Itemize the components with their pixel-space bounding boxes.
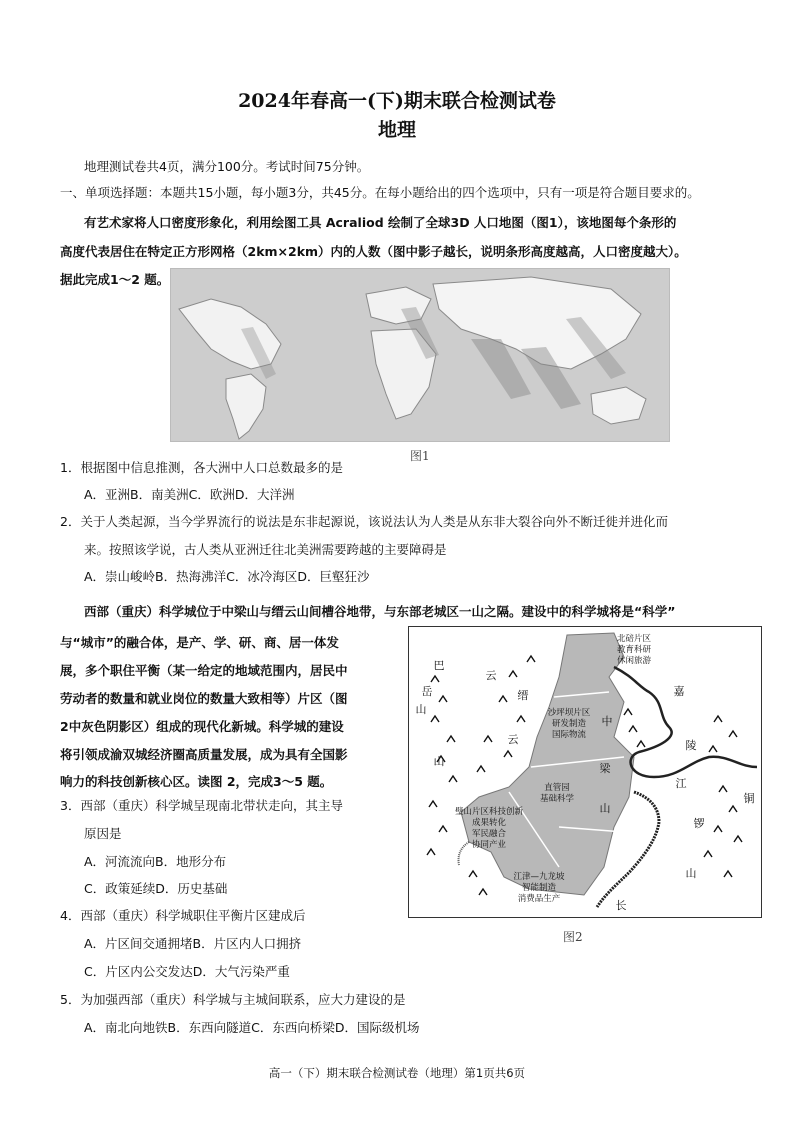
river-jialing-1: 嘉 bbox=[673, 685, 685, 698]
river-changjiang: 长 bbox=[615, 899, 627, 912]
mtn-bayue-1: 巴 bbox=[433, 659, 445, 672]
mtn-tongluo-3: 山 bbox=[685, 867, 697, 880]
science-city-map-graphic bbox=[409, 627, 761, 917]
mtn-jinyun-2: 缙 bbox=[517, 689, 529, 702]
q3-stem: 3．西部（重庆）科学城呈现南北带状走向，其主导 bbox=[60, 798, 343, 813]
passage2-line6: 将引领成渝双城经济圈高质量发展，成为具有全国影 bbox=[60, 747, 348, 762]
exam-subject: 地理 bbox=[377, 119, 416, 141]
mtn-bayue-3: 山 bbox=[415, 703, 427, 716]
zone-north-l1: 北碚片区 bbox=[616, 634, 652, 644]
zone-shapingba-l2: 研发制造 bbox=[551, 719, 587, 729]
q5-stem: 5．为加强西部（重庆）科学城与主城间联系，应大力建设的是 bbox=[60, 992, 406, 1007]
zone-south-l3: 消费品生产 bbox=[517, 894, 561, 904]
exam-info: 地理测试卷共4页，满分100分。考试时间75分钟。 bbox=[84, 159, 370, 174]
mtn-jinyun-4: 山 bbox=[433, 755, 445, 768]
mtn-zhongliang-3: 山 bbox=[599, 802, 611, 815]
river-jialing-3: 江 bbox=[675, 777, 687, 790]
zone-south-l1: 江津—九龙坡 bbox=[513, 872, 565, 882]
q2-options: A．崇山峻岭B．热海沸洋C．冰冷海区D．巨壑狂沙 bbox=[84, 569, 370, 584]
q4-stem: 4．西部（重庆）科学城职住平衡片区建成后 bbox=[60, 908, 306, 923]
passage1-line1: 有艺术家将人口密度形象化，利用绘图工具 Acraliod 绘制了全球3D 人口地图（图1），该地图每个条形的 bbox=[84, 215, 677, 230]
q1-options: A．亚洲B．南美洲C．欧洲D．大洋洲 bbox=[84, 487, 295, 502]
q2-stem: 2．关于人类起源，当今学界流行的说法是东非起源说，该说法认为人类是从东非大裂谷向外不断迁徙并进化而 bbox=[60, 514, 668, 529]
mtn-bayue-2: 岳 bbox=[421, 685, 433, 698]
zone-bishan-l2: 成果转化 bbox=[471, 818, 507, 828]
figure2-caption: 图2 bbox=[563, 930, 583, 944]
zone-north-l3: 休闲旅游 bbox=[616, 656, 652, 666]
world-map-graphic bbox=[171, 269, 669, 441]
mtn-jinyun-1: 云 bbox=[485, 669, 497, 682]
passage2-line2: 与“城市”的融合体，是产、学、研、商、居一体发 bbox=[60, 635, 339, 650]
exam-title: 2024年春高一(下)期末联合检测试卷 bbox=[238, 90, 556, 112]
passage2-line1: 西部（重庆）科学城位于中梁山与缙云山间槽谷地带，与东部老城区一山之隔。建设中的科学城将是“科学” bbox=[84, 604, 676, 619]
river-jialing-2: 陵 bbox=[685, 739, 697, 752]
figure2-science-city-map bbox=[408, 626, 762, 918]
mtn-tongluo-2: 锣 bbox=[693, 817, 705, 830]
zone-bishan-l4: 协同产业 bbox=[471, 840, 507, 850]
zone-shapingba-l3: 国际物流 bbox=[551, 730, 587, 740]
q3-options-2: C．政策延续D．历史基础 bbox=[84, 881, 228, 896]
q3-stem-cont: 原因是 bbox=[84, 826, 122, 841]
passage1-line3: 据此完成1～2 题。 bbox=[60, 272, 170, 287]
mtn-zhongliang-2: 梁 bbox=[599, 762, 611, 775]
figure1-caption: 图1 bbox=[410, 449, 430, 463]
mtn-zhongliang-1: 中 bbox=[601, 715, 613, 728]
zone-bishan-l1: 璧山片区科技创新 bbox=[454, 807, 524, 817]
passage1-line2: 高度代表居住在特定正方形网格（2km×2km）内的人数（图中影子越长，说明条形高度越高，人口密度越大）。 bbox=[60, 244, 687, 259]
q5-options: A．南北向地铁B．东西向隧道C．东西向桥梁D．国际级机场 bbox=[84, 1020, 420, 1035]
passage2-line3: 展，多个职住平衡（某一给定的地域范围内，居民中 bbox=[60, 663, 348, 678]
mtn-jinyun-3: 云 bbox=[507, 733, 519, 746]
q4-options-2: C．片区内公交发达D．大气污染严重 bbox=[84, 964, 290, 979]
zone-bishan-l3: 军民融合 bbox=[471, 829, 507, 839]
q4-options-1: A．片区间交通拥堵B．片区内人口拥挤 bbox=[84, 936, 302, 951]
page-footer: 高一（下）期末联合检测试卷（地理）第1页共6页 bbox=[268, 1066, 526, 1080]
mtn-tongluo-1: 铜 bbox=[743, 792, 755, 805]
q2-stem-cont: 来。按照该学说，古人类从亚洲迁往北美洲需要跨越的主要障碍是 bbox=[84, 542, 447, 557]
passage2-line5: 2中灰色阴影区）组成的现代化新城。科学城的建设 bbox=[60, 719, 344, 734]
q1-stem: 1．根据图中信息推测，各大洲中人口总数最多的是 bbox=[60, 460, 343, 475]
figure1-population-map bbox=[170, 268, 670, 442]
section-heading: 一、单项选择题：本题共15小题，每小题3分，共45分。在每小题给出的四个选项中，只有一项是符合题目要求的。 bbox=[60, 185, 700, 200]
zone-center-l1b: 基础科学 bbox=[539, 794, 575, 804]
passage2-line7: 响力的科技创新核心区。读图 2，完成3～5 题。 bbox=[60, 774, 333, 789]
passage2-line4: 劳动者的数量和就业岗位的数量大致相等）片区（图 bbox=[60, 691, 348, 706]
zone-north-l2: 教育科研 bbox=[616, 645, 652, 655]
zone-center-l1: 直管园 bbox=[544, 783, 570, 793]
zone-shapingba-l1: 沙坪坝片区 bbox=[547, 708, 591, 718]
q3-options-1: A．河流流向B．地形分布 bbox=[84, 854, 227, 869]
zone-south-l2: 智能制造 bbox=[521, 883, 557, 893]
